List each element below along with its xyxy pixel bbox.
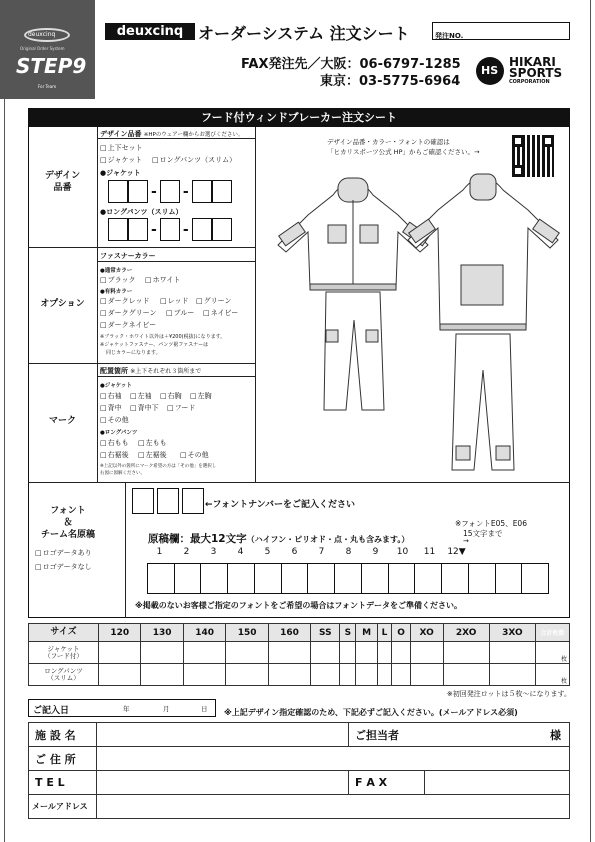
lot-note: ※初回発注ロットは５枚～になります。 [446,690,571,698]
zip-black[interactable]: □ ブラック [100,275,136,285]
fax-input[interactable] [425,771,570,795]
mark-heading: 配置箇所 ※上下それぞれ３箇所まで [100,367,202,375]
fax-osaka: FAX発注先／大阪：06-6797-1285 [241,57,461,72]
email-input[interactable] [97,795,570,819]
step9-logo: deuxcinq Original Order System STEP9 For Team [0,0,95,99]
page-edge-left [4,99,5,842]
customer-table: 施 設 名 ご担当者 様 ご 住 所 T E L F A X メールアドレス [28,722,570,819]
hikari-logo: HS HIKARI SPORTS CORPORATION [476,55,576,87]
pants-front [324,292,384,410]
mark-left-thigh[interactable]: □ 左もも [138,438,167,448]
design-option-set[interactable]: □ 上下セット [100,143,143,153]
mark-back-lower[interactable]: □ 背中下 [130,403,159,413]
mark-pants-other[interactable]: □ その他 [180,450,209,460]
pants-code-boxes[interactable]: - - [108,218,232,241]
zip-dark-red[interactable]: □ ダークレッド [100,296,150,306]
mark-right-chest[interactable]: □ 右胸 [160,391,182,401]
zip-blue[interactable]: □ ブルー [166,308,194,318]
design-section-label: デザイン 品番 [44,171,81,193]
logo-data-yes[interactable]: □ ロゴデータあり [35,548,92,558]
design-heading: デザイン品番 ※HPのウェアー欄からお選びください。 [100,130,244,138]
zip-dark-navy[interactable]: □ ダークネイビー [100,320,156,330]
address-input[interactable] [97,747,570,771]
garment-illustration [258,170,570,480]
page-edge-right [590,0,591,842]
font-number-boxes[interactable] [132,488,204,514]
contact-input[interactable]: 様 [425,723,570,747]
zip-navy[interactable]: □ ネイビー [203,308,238,318]
size-row-pants: ロングパンツ （スリム） 枚 [29,664,570,686]
tel-input[interactable] [97,771,349,795]
font-section-label: フォント ＆ チーム名原稿 [40,506,95,540]
mark-jacket-other[interactable]: □ その他 [100,415,129,425]
zip-dark-green[interactable]: □ ダークグリーン [100,308,157,318]
design-pants-label: ●ロングパンツ（スリム） [100,208,183,216]
mark-right-sleeve[interactable]: □ 右袖 [100,391,122,401]
mark-section-label: マーク [48,416,76,426]
zip-white[interactable]: □ ホワイト [145,275,180,285]
entry-date-field[interactable]: ご記入日 年 月 日 [28,699,216,717]
mark-left-sleeve[interactable]: □ 左袖 [130,391,152,401]
manuscript-grid[interactable] [147,563,549,594]
mark-left-hem[interactable]: □ 左裾後 [138,450,167,460]
zip-red[interactable]: □ レッド [160,296,189,306]
design-check-note: デザイン品番・カラー・フォントの確認は 「ヒカリスポーツ公式 HP」からご確認ください。→ [327,138,480,156]
logo-data-no[interactable]: □ ロゴデータなし [35,562,92,572]
option-section-label: オプション [40,299,85,309]
manuscript-label: 原稿欄：最大12文字（ハイフン・ピリオド・点・丸も含みます。） [148,533,410,545]
confirm-note: ※上記デザイン指定確認のため、下記必ずご記入ください。(メールアドレス必須) [224,708,518,717]
char-position-numbers: 1 2 3 4 5 6 7 8 9 10 11 12▼ [156,547,466,557]
size-row-jacket: ジャケット （フード付） 枚 [29,642,570,664]
font-number-note: ←フォントナンバーをご記入ください [205,500,356,510]
design-jacket-label: ●ジャケット [100,169,141,177]
order-no-field[interactable]: 発注NO. [432,22,570,40]
zip-green[interactable]: □ グリーン [196,296,232,306]
mark-right-hem[interactable]: □ 右裾後 [100,450,129,460]
brand-logo: deuxcinq [105,23,195,40]
design-option-jacket[interactable]: □ ジャケット [100,155,142,165]
page-title: オーダーシステム 注文シート [198,24,410,43]
fax-tokyo: 東京：03-5775-6964 [320,74,461,89]
facility-input[interactable] [97,723,349,747]
mark-left-chest[interactable]: □ 左胸 [190,391,212,401]
design-option-pants[interactable]: □ ロングパンツ（スリム） [152,155,236,165]
size-table: サイズ 120 130 140 150 160 SS S M L O XO 2XO 3XO 合計枚数 ジャケット （フード付） 枚 ロングパンツ （スリム） 枚 [28,623,570,686]
form-title: フード付ウィンドブレーカー注文シート [28,108,570,127]
mark-right-thigh[interactable]: □ 右もも [100,438,129,448]
option-heading: ファスナーカラー [100,252,156,260]
font-footer-note: ※掲載のないお客様ご指定のフォントをご希望の場合はフォントデータをご準備ください。 [135,601,462,610]
mark-hood[interactable]: □ フード [167,403,195,413]
mark-back[interactable]: □ 背中 [100,403,122,413]
jacket-code-boxes[interactable]: - - [108,180,232,203]
